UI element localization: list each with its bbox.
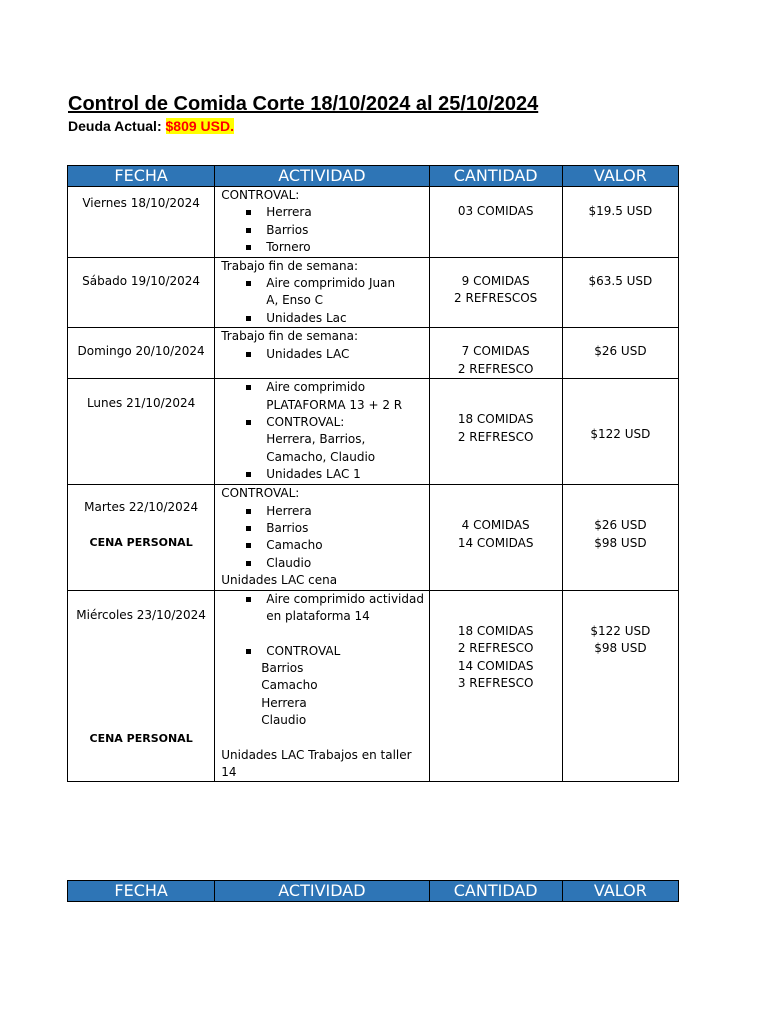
row-valor [562, 257, 678, 328]
list-item: Herrera [243, 204, 428, 221]
cena-personal-label: CENA PERSONAL [89, 732, 193, 746]
row-valor [562, 485, 678, 590]
value-line: $26 USD [594, 518, 647, 533]
row-actividad [215, 590, 429, 782]
list-item: CONTROVAL [243, 643, 428, 660]
header-cantidad: CANTIDAD [429, 166, 562, 187]
header-actividad: ACTIVIDAD [215, 881, 429, 902]
quantity-line: 18 COMIDAS [457, 623, 534, 638]
row-actividad [215, 485, 429, 590]
activity-continuation: Herrera, Barrios, Camacho, Claudio [266, 432, 376, 464]
value-line: $122 USD [590, 427, 651, 442]
activity-intro: Trabajo fin de semana: [221, 258, 359, 273]
quantity-line: 4 COMIDAS [461, 518, 530, 533]
quantity-line: 14 COMIDAS [457, 658, 534, 673]
debt-amount: $809 USD. [165, 118, 234, 134]
debt-label: Deuda Actual: [68, 118, 162, 134]
row-fecha: Lunes 21/10/2024 [68, 379, 215, 485]
quantity-line: 2 REFRESCO [457, 429, 534, 444]
quantity-line: 14 COMIDAS [457, 535, 534, 550]
row-fecha [68, 590, 215, 782]
value-line: $19.5 USD [588, 204, 653, 218]
table-row [68, 379, 679, 485]
value-line: $98 USD [594, 641, 647, 656]
activity-list [221, 346, 428, 363]
list-item: CONTROVAL: [243, 414, 428, 431]
activity-list [221, 466, 428, 483]
row-fecha: Sábado 19/10/2024 [68, 257, 215, 328]
row-valor [562, 187, 678, 258]
table-row [68, 590, 679, 782]
row-actividad [215, 328, 429, 379]
activity-name: Camacho [261, 678, 318, 693]
row-fecha: Domingo 20/10/2024 [68, 328, 215, 379]
activity-intro: Trabajo fin de semana: [221, 329, 359, 344]
table-row [68, 485, 679, 590]
list-item: Camacho [243, 537, 428, 554]
list-item: Herrera [243, 503, 428, 520]
quantity-line: 9 COMIDAS [461, 273, 530, 288]
table-row [68, 328, 679, 379]
table-row [68, 257, 679, 328]
list-item: Barrios [243, 520, 428, 537]
table-header-row [68, 881, 679, 902]
activity-list [221, 204, 428, 256]
activity-list [221, 275, 428, 327]
table-header-row [68, 166, 679, 187]
list-item: Aire comprimido PLATAFORMA 13 + 2 R [243, 379, 428, 414]
row-fecha [68, 485, 215, 590]
row-actividad [215, 257, 429, 328]
quantity-line: 7 COMIDAS [461, 344, 530, 359]
second-table-header [67, 880, 679, 902]
quantity-line: 2 REFRESCOS [454, 291, 538, 306]
list-item: Barrios [243, 222, 428, 239]
header-fecha: FECHA [68, 881, 215, 902]
activity-list [221, 503, 428, 573]
list-item: Unidades LAC 1 [243, 466, 428, 483]
row-valor [562, 328, 678, 379]
activity-outro: Unidades LAC Trabajos en taller 14 [221, 747, 412, 779]
current-debt [68, 118, 234, 134]
row-fecha: Viernes 18/10/2024 [68, 187, 215, 258]
row-actividad [215, 379, 429, 485]
quantity-line: 18 COMIDAS [457, 412, 534, 427]
value-line: $98 USD [594, 535, 647, 550]
activity-outro: Unidades LAC cena [221, 573, 338, 588]
list-item: Unidades Lac [243, 310, 428, 327]
meal-control-table [67, 165, 679, 782]
row-cantidad [429, 328, 562, 379]
page-title: Control de Comida Corte 18/10/2024 al 25/10/2024 [68, 93, 539, 115]
quantity-line: 2 REFRESCO [457, 641, 534, 656]
quantity-line: 3 REFRESCO [457, 675, 534, 690]
quantity-line: 03 COMIDAS [457, 204, 534, 218]
row-valor [562, 590, 678, 782]
activity-name: Barrios [261, 660, 304, 675]
activity-list [221, 591, 428, 626]
list-item: Aire comprimido Juan A, Enso C [243, 275, 428, 310]
row-cantidad [429, 187, 562, 258]
row-fecha-text: Martes 22/10/2024 [84, 500, 199, 515]
activity-name: Claudio [261, 713, 307, 728]
header-fecha: FECHA [68, 166, 215, 187]
row-cantidad [429, 257, 562, 328]
list-item: Claudio [243, 555, 428, 572]
header-valor: VALOR [562, 166, 678, 187]
row-valor [562, 379, 678, 485]
row-fecha-text: Miércoles 23/10/2024 [76, 607, 206, 622]
header-valor: VALOR [562, 881, 678, 902]
value-line: $26 USD [594, 344, 647, 359]
header-cantidad: CANTIDAD [429, 881, 562, 902]
row-cantidad [429, 590, 562, 782]
row-cantidad [429, 379, 562, 485]
cena-personal-label: CENA PERSONAL [89, 535, 193, 549]
activity-intro: CONTROVAL: [221, 486, 300, 501]
row-cantidad [429, 485, 562, 590]
value-line: $63.5 USD [588, 273, 653, 288]
activity-list [221, 643, 428, 660]
table-row [68, 187, 679, 258]
list-item: Aire comprimido actividad en plataforma 14 [243, 591, 428, 626]
activity-name: Herrera [261, 695, 307, 710]
row-actividad [215, 187, 429, 258]
value-line: $122 USD [590, 623, 651, 638]
header-actividad: ACTIVIDAD [215, 166, 429, 187]
quantity-line: 2 REFRESCO [457, 361, 534, 376]
list-item: Tornero [243, 239, 428, 256]
activity-intro: CONTROVAL: [221, 188, 300, 202]
list-item: Unidades LAC [243, 346, 428, 363]
activity-list [221, 379, 428, 431]
